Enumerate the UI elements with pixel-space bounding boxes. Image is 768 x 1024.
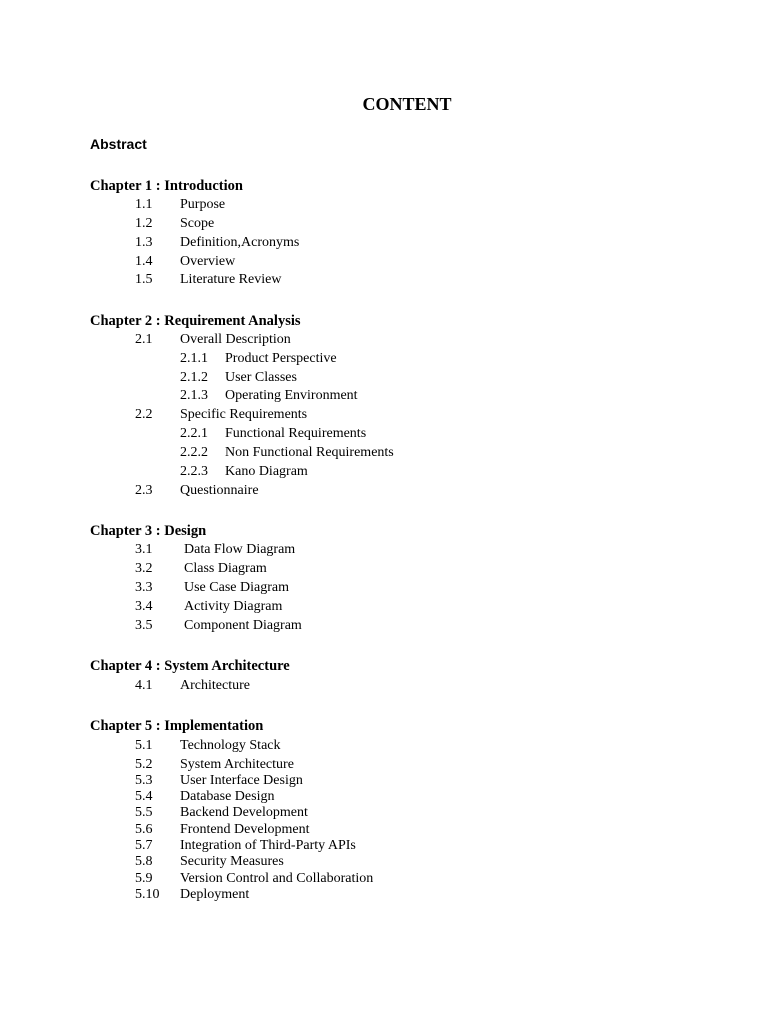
page-title: CONTENT [362, 94, 452, 114]
toc-entry-number: 3.3 [135, 580, 153, 595]
toc-entry-label: Database Design [180, 789, 275, 804]
toc-entry-number: 1.1 [135, 197, 153, 212]
toc-entry-label: Frontend Development [180, 822, 310, 837]
toc-entry-label: Use Case Diagram [184, 580, 289, 595]
toc-entry-number: 5.5 [135, 805, 153, 820]
toc-entry-number: 4.1 [135, 678, 153, 693]
toc-entry-number: 5.4 [135, 789, 153, 804]
toc-entry-number: 2.1.2 [180, 370, 208, 385]
toc-entry-label: Technology Stack [180, 738, 281, 753]
toc-entry-number: 3.2 [135, 561, 153, 576]
toc-entry-number: 2.2.3 [180, 464, 208, 479]
toc-entry-number: 1.3 [135, 235, 153, 250]
toc-entry-label: Definition,Acronyms [180, 235, 300, 250]
toc-entry-number: 3.1 [135, 542, 153, 557]
toc-entry-number: 5.2 [135, 757, 153, 772]
toc-entry-label: User Interface Design [180, 773, 303, 788]
toc-entry-number: 5.10 [135, 887, 160, 902]
toc-entry-label: Deployment [180, 887, 250, 902]
chapter-heading: Chapter 1 : Introduction [90, 178, 243, 194]
toc-entry-number: 5.1 [135, 738, 153, 753]
toc-entry-number: 1.2 [135, 216, 153, 231]
toc-entry-label: Product Perspective [225, 351, 337, 366]
toc-entry-label: Version Control and Collaboration [180, 871, 374, 886]
toc-entry-label: Overview [180, 254, 236, 269]
toc-entry-label: Class Diagram [184, 561, 267, 576]
toc-entry-number: 3.4 [135, 599, 153, 614]
toc-entry-label: Backend Development [180, 805, 308, 820]
toc-entry-number: 1.5 [135, 272, 153, 287]
toc-entry-label: Architecture [180, 678, 250, 693]
toc-entry-label: Overall Description [180, 332, 291, 347]
chapter-heading: Chapter 4 : System Architecture [90, 658, 290, 674]
toc-entry-label: Integration of Third-Party APIs [180, 838, 356, 853]
chapter-heading: Chapter 2 : Requirement Analysis [90, 313, 301, 329]
toc-entry-number: 5.8 [135, 854, 153, 869]
toc-entry-label: Non Functional Requirements [225, 445, 394, 460]
toc-entry-number: 5.3 [135, 773, 153, 788]
abstract-heading: Abstract [90, 136, 147, 152]
toc-entry-label: Data Flow Diagram [184, 542, 296, 557]
toc-entry-number: 2.2.1 [180, 426, 208, 441]
toc-entry-label: Component Diagram [184, 618, 302, 633]
toc-entry-label: Functional Requirements [225, 426, 367, 441]
toc-entry-label: Activity Diagram [184, 599, 283, 614]
toc-entry-number: 2.3 [135, 483, 153, 498]
toc-entry-number: 3.5 [135, 618, 153, 633]
toc-entry-number: 2.2 [135, 407, 153, 422]
toc-entry-label: System Architecture [180, 757, 294, 772]
chapter-heading: Chapter 5 : Implementation [90, 718, 264, 734]
toc-entry-number: 5.7 [135, 838, 153, 853]
toc-entry-number: 2.1.1 [180, 351, 208, 366]
toc-entry-number: 1.4 [135, 254, 153, 269]
toc-entry-label: Specific Requirements [180, 407, 308, 422]
toc-entry-number: 5.6 [135, 822, 153, 837]
toc-entry-number: 2.2.2 [180, 445, 208, 460]
toc-entry-label: User Classes [225, 370, 297, 385]
toc-entry-label: Security Measures [180, 854, 284, 869]
chapter-heading: Chapter 3 : Design [90, 523, 207, 539]
toc-entry-number: 2.1 [135, 332, 153, 347]
toc-entry-label: Operating Environment [225, 388, 358, 403]
toc-entry-label: Questionnaire [180, 483, 259, 498]
toc-entry-number: 2.1.3 [180, 388, 208, 403]
toc-entry-label: Scope [180, 216, 215, 231]
toc-entry-number: 5.9 [135, 871, 153, 886]
toc-entry-label: Kano Diagram [225, 464, 308, 479]
toc-entry-label: Purpose [180, 197, 226, 212]
toc-entry-label: Literature Review [180, 272, 282, 287]
